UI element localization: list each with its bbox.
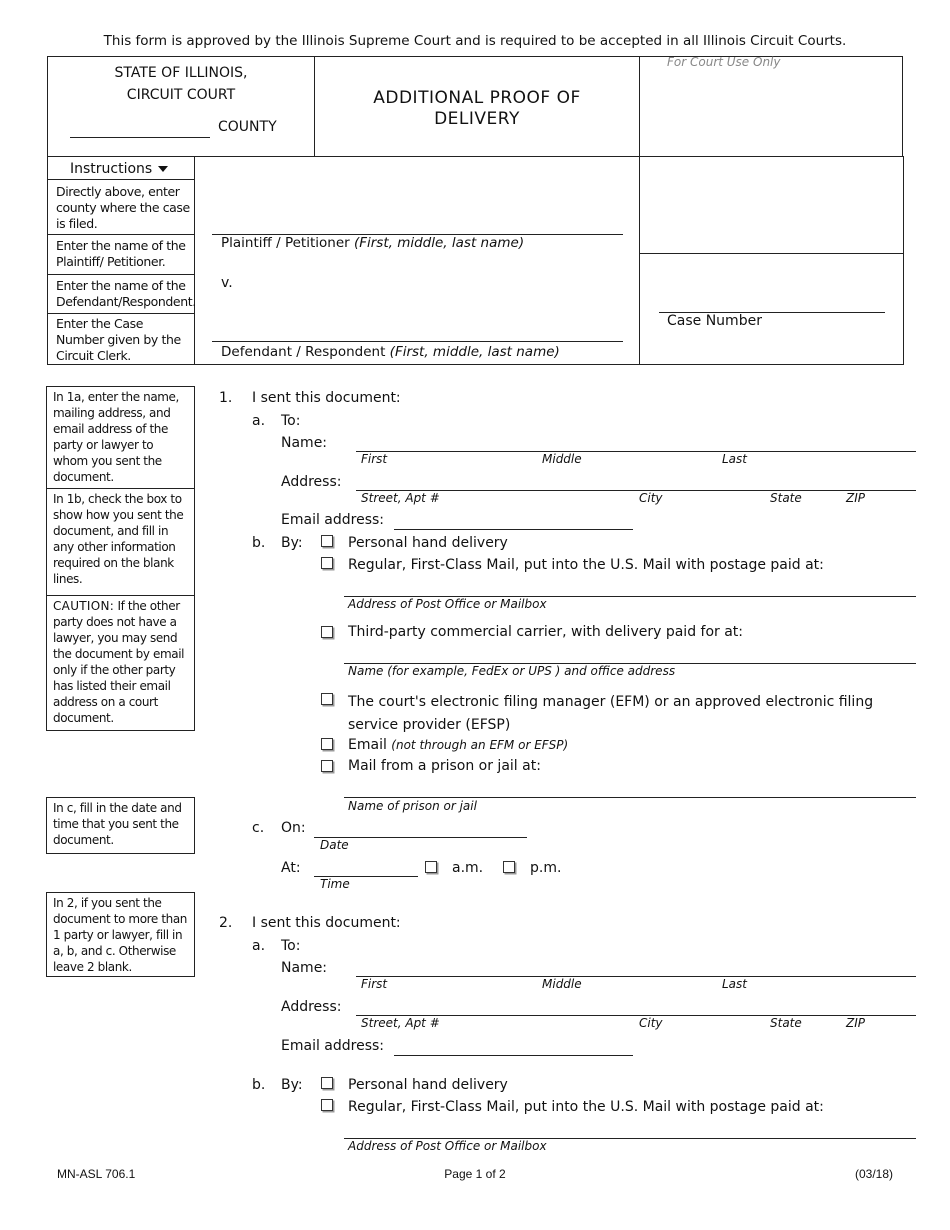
caret-down-icon <box>158 166 168 172</box>
name-input-line-2[interactable] <box>356 976 916 977</box>
email-label: Email address: <box>281 512 385 528</box>
county-input-line[interactable] <box>70 137 210 138</box>
form-date: (03/18) <box>855 1167 894 1181</box>
pm-checkbox[interactable] <box>503 861 515 873</box>
note-caution: CAUTION: If the other party does not have a lawyer, you may send the document by email only if the other party has listed their email address on a court document. <box>46 595 195 731</box>
email-delivery-checkbox[interactable] <box>321 738 333 750</box>
state-court-label: STATE OF ILLINOIS, CIRCUIT COURT <box>114 65 248 103</box>
instruction-county: Directly above, enter county where the case is filed. <box>56 184 190 231</box>
efm-checkbox[interactable] <box>321 693 333 705</box>
form-title: ADDITIONAL PROOF OF DELIVERY <box>373 88 581 129</box>
defendant-input-line[interactable] <box>212 341 623 342</box>
hand-delivery-checkbox[interactable] <box>321 535 333 547</box>
court-use-label: For Court Use Only <box>667 55 781 69</box>
county-label: COUNTY <box>218 119 277 135</box>
email-input-line[interactable] <box>394 529 633 530</box>
section1-heading: I sent this document: <box>252 390 401 406</box>
hand-delivery-checkbox-2[interactable] <box>321 1077 333 1089</box>
case-number-label: Case Number <box>667 313 762 329</box>
section1-number: 1. <box>219 390 233 406</box>
address-label: Address: <box>281 474 342 490</box>
email-label-2: Email address: <box>281 1038 385 1054</box>
first-class-mail-checkbox-2[interactable] <box>321 1099 333 1111</box>
address-input-line-2[interactable] <box>356 1015 916 1016</box>
name-label: Name: <box>281 435 328 451</box>
approval-notice: This form is approved by the Illinois Supreme Court and is required to be accepted in all Illinois Circuit Courts. <box>103 33 847 49</box>
versus-label: v. <box>221 275 233 291</box>
name-input-line[interactable] <box>356 451 916 452</box>
section2-heading: I sent this document: <box>252 915 401 931</box>
instruction-plaintiff: Enter the name of the Plaintiff/ Petitioner. <box>56 238 186 269</box>
address-input-line[interactable] <box>356 490 916 491</box>
note-2: In 2, if you sent the document to more than 1 party or lawyer, fill in a, b, and c. Otherwise leave 2 blank. <box>46 892 195 977</box>
note-1b: In 1b, check the box to show how you sent the document, and fill in any other information required on the blank lines. <box>46 488 195 596</box>
at-label: At: <box>281 860 301 876</box>
am-checkbox[interactable] <box>425 861 437 873</box>
instruction-defendant: Enter the name of the Defendant/Respondent. <box>56 278 196 309</box>
note-1a: In 1a, enter the name, mailing address, and email address of the party or lawyer to whom you sent the document. <box>46 386 195 489</box>
email-input-line-2[interactable] <box>394 1055 633 1056</box>
name-label-2: Name: <box>281 960 328 976</box>
section2-number: 2. <box>219 915 233 931</box>
form-id: MN-ASL 706.1 <box>57 1167 136 1181</box>
page-number: Page 1 of 2 <box>444 1167 506 1181</box>
instructions-toggle[interactable]: Instructions <box>70 161 168 177</box>
plaintiff-label: Plaintiff / Petitioner (First, middle, last name) <box>221 235 525 251</box>
note-c: In c, fill in the date and time that you sent the document. <box>46 797 195 854</box>
instruction-case-number: Enter the Case Number given by the Circuit Clerk. <box>56 316 181 363</box>
first-class-mail-checkbox[interactable] <box>321 557 333 569</box>
prison-mail-checkbox[interactable] <box>321 760 333 772</box>
prison-input-line[interactable] <box>344 797 916 798</box>
carrier-checkbox[interactable] <box>321 626 333 638</box>
defendant-label: Defendant / Respondent (First, middle, last name) <box>221 344 560 360</box>
on-label: On: <box>281 820 306 836</box>
address-label-2: Address: <box>281 999 342 1015</box>
